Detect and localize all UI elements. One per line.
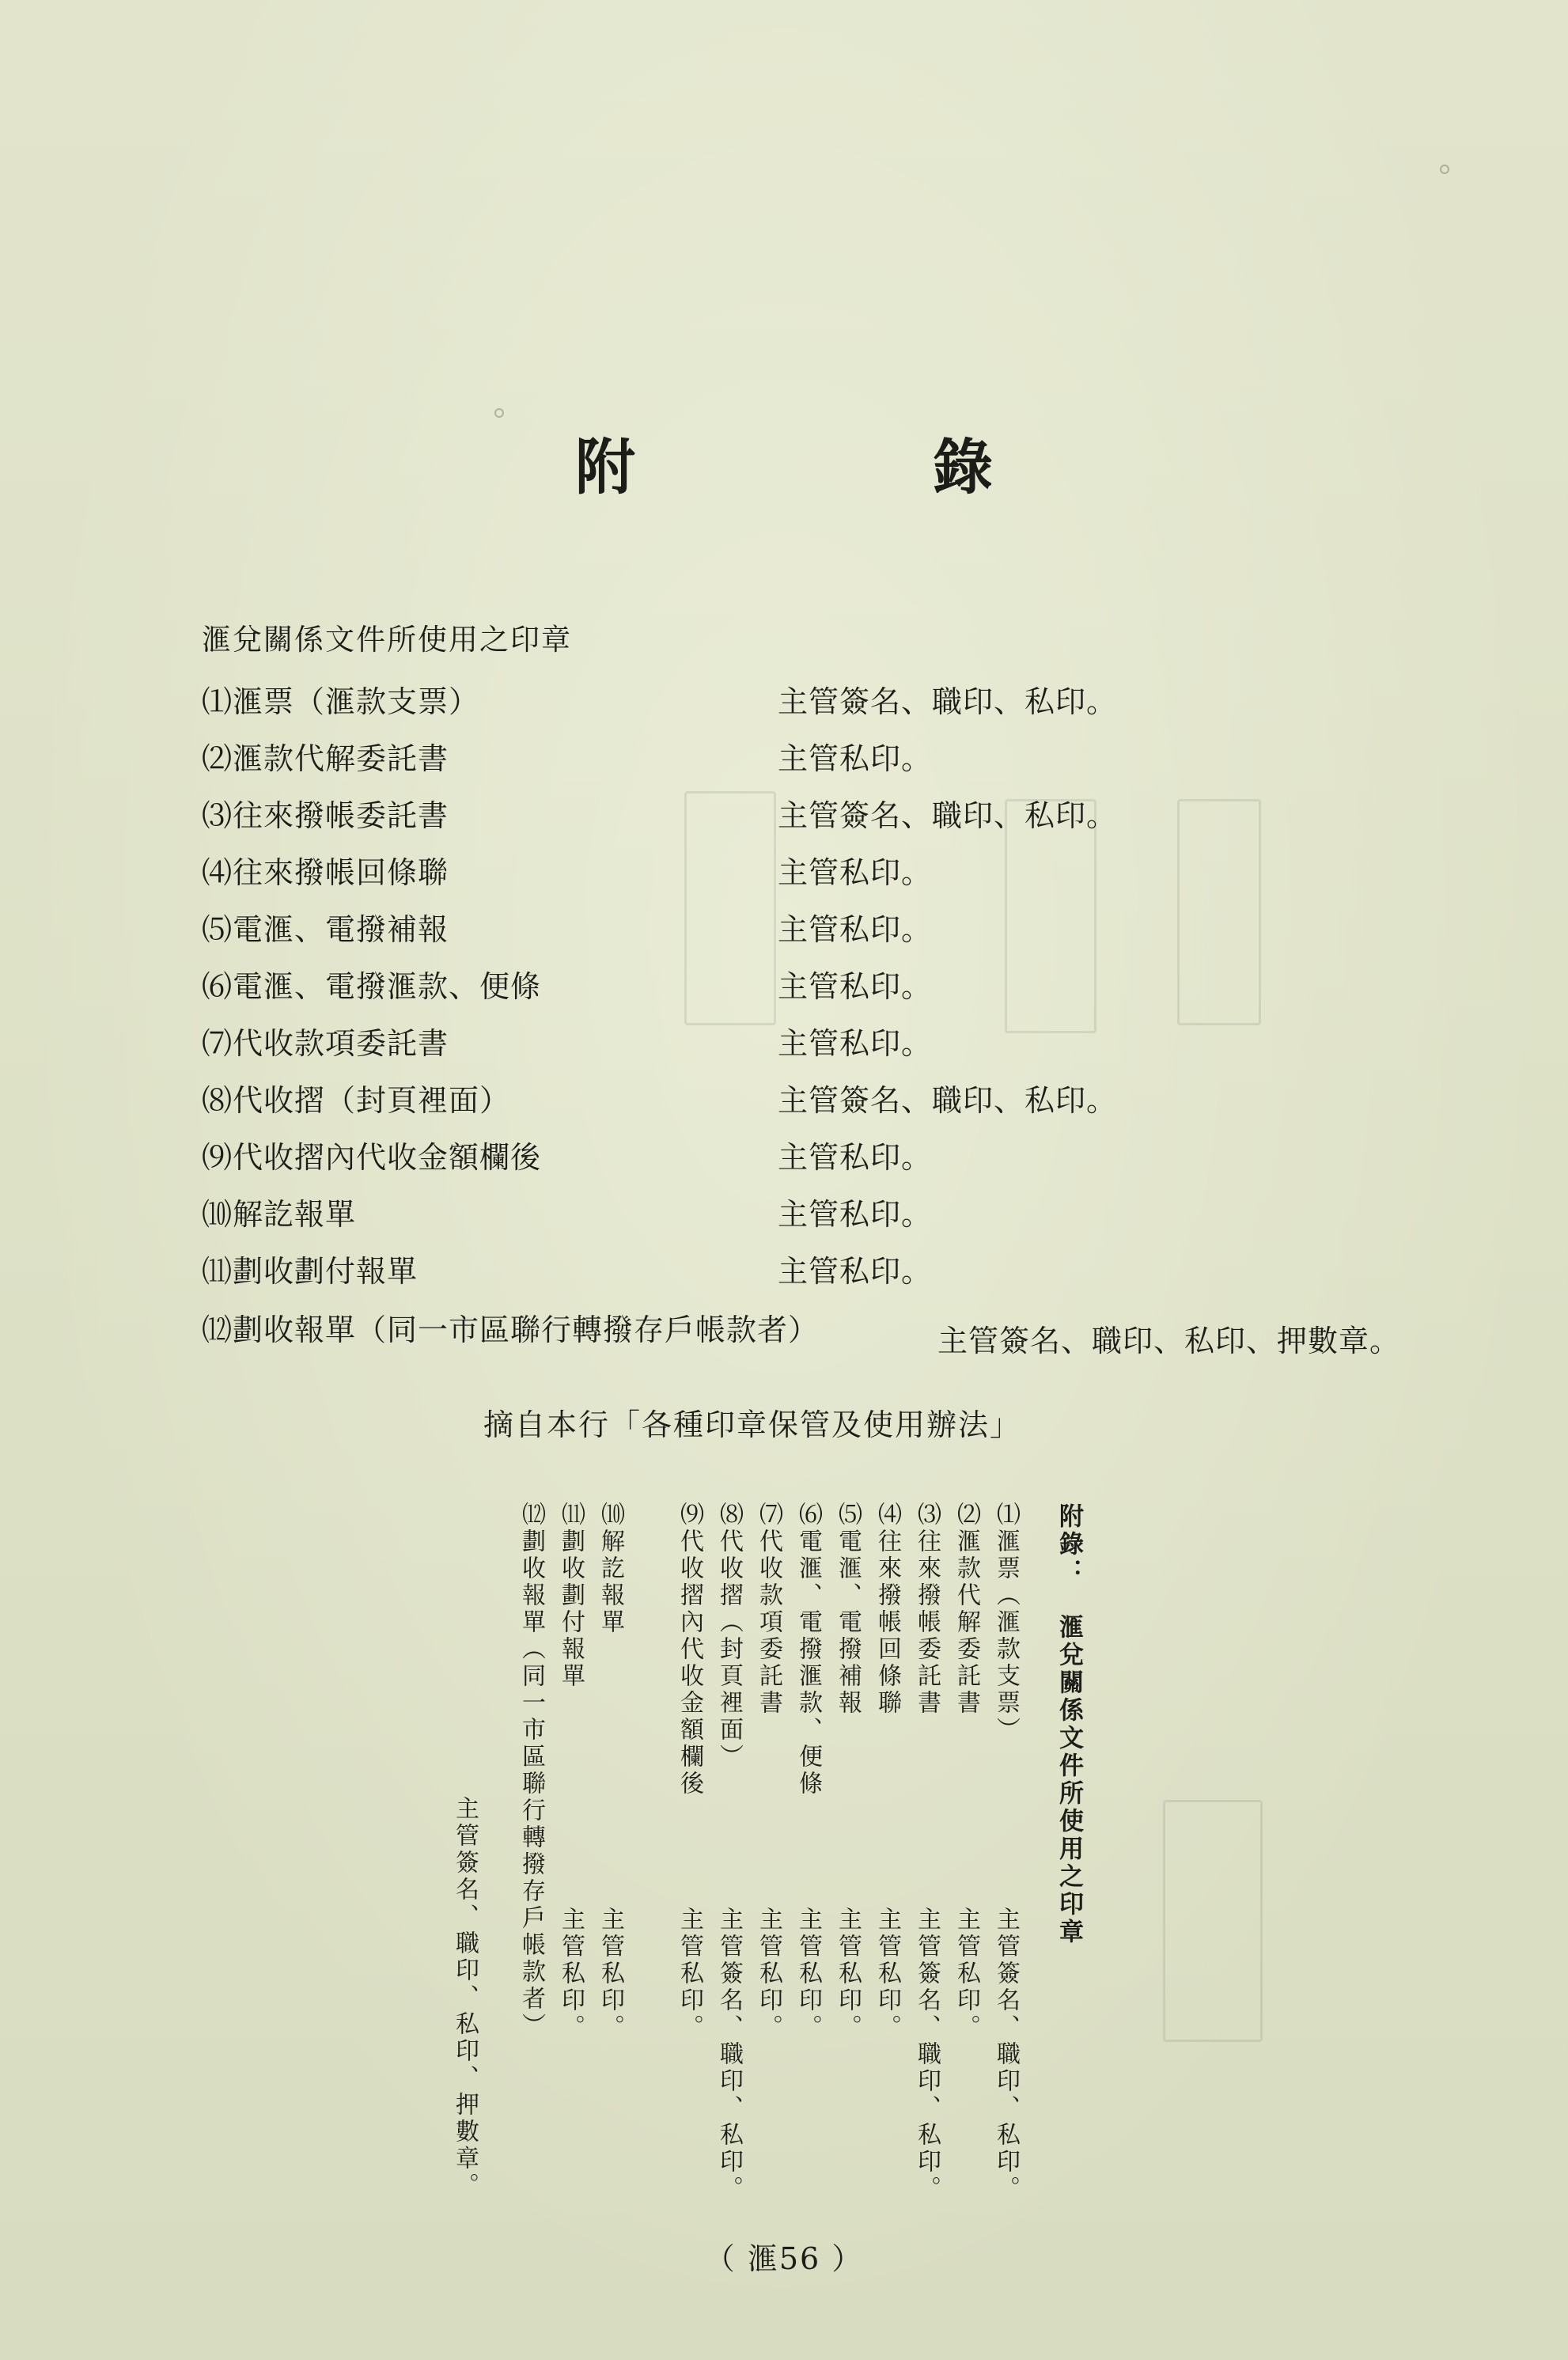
seal-requirement: 主管簽名、職印、私印。: [778, 798, 1118, 833]
document-name: ⑹電滙、電撥滙款、便條: [202, 969, 542, 1004]
vertical-item: ⑻代收摺（封頁裡面）: [715, 1502, 743, 1771]
vertical-seal: 主管私印。: [953, 1907, 980, 2041]
page-number: （ 滙56 ）: [704, 2241, 864, 2276]
document-name: ⑷往來撥帳回條聯: [202, 855, 449, 890]
paper-speck: [1440, 165, 1449, 174]
document-name: ⑸電滙、電撥補報: [202, 912, 449, 947]
vertical-item: ⑷往來撥帳回條聯: [873, 1502, 901, 1717]
seal-requirement: 主管私印。: [778, 1254, 933, 1289]
vertical-item: ⑸電滙、電撥補報: [834, 1502, 862, 1717]
document-name: ⑽解訖報單: [202, 1197, 357, 1232]
bleed-through-box: [1163, 1800, 1263, 2042]
vertical-seal: 主管簽名、職印、私印。: [715, 1907, 743, 2203]
document-name: ⑵滙款代解委託書: [202, 741, 449, 776]
list-item: [202, 848, 1468, 892]
vertical-seal: 主管私印。: [794, 1907, 822, 2041]
seal-requirement: 主管私印。: [778, 855, 933, 890]
vertical-seal: 主管私印。: [597, 1907, 624, 2041]
vertical-heading: 附錄： 滙兌關係文件所使用之印章: [1055, 1503, 1083, 1946]
source-citation: 摘自本行「各種印章保管及使用辦法」: [483, 1407, 1021, 1442]
paper-speck: [494, 408, 504, 418]
seal-requirement: 主管私印。: [778, 1026, 933, 1061]
seal-requirement: 主管私印。: [778, 1197, 933, 1232]
list-item: [202, 677, 1468, 722]
list-item: [202, 1247, 1468, 1291]
list-item: [202, 1019, 1468, 1063]
list-item: [202, 1190, 1468, 1234]
document-name: ⑺代收款項委託書: [202, 1026, 449, 1061]
vertical-seal: 主管私印。: [755, 1907, 782, 2041]
vertical-seal: 主管簽名、職印、私印。: [992, 1907, 1020, 2203]
seal-requirement: 主管簽名、職印、私印。: [778, 684, 1118, 719]
seal-requirement: 主管簽名、職印、私印。: [778, 1083, 1118, 1118]
document-name: ⑶往來撥帳委託書: [202, 798, 449, 833]
vertical-seal: 主管私印。: [834, 1907, 862, 2041]
vertical-item: ⑽解訖報單: [597, 1502, 624, 1636]
vertical-item: ⑺代收款項委託書: [755, 1502, 782, 1717]
vertical-item: ⑾劃收劃付報單: [557, 1502, 585, 1690]
vertical-item: ⑼代收摺內代收金額欄後: [676, 1502, 703, 1797]
vertical-item: ⑶往來撥帳委託書: [913, 1502, 941, 1717]
vertical-item: ⑿劃收報單（同一市區聯行轉撥存戶帳款者）: [517, 1502, 545, 2040]
list-item: [202, 791, 1468, 835]
seal-requirement: 主管私印。: [778, 969, 933, 1004]
vertical-seal: 主管私印。: [557, 1907, 585, 2041]
list-item: [202, 962, 1468, 1006]
vertical-item: ⑹電滙、電撥滙款、便條: [794, 1502, 822, 1797]
document-name: ⑿劃收報單（同一市區聯行轉撥存戶帳款者）: [202, 1313, 820, 1347]
document-name: ⑻代收摺（封頁裡面）: [202, 1083, 511, 1118]
vertical-seal: 主管簽名、職印、私印。: [913, 1907, 941, 2203]
vertical-item: ⑵滙款代解委託書: [953, 1502, 980, 1717]
page-title: 附 錄: [575, 432, 1112, 502]
list-item: [202, 1305, 1468, 1358]
seal-requirement: 主管私印。: [778, 741, 933, 776]
list-item: [202, 734, 1468, 778]
seal-requirement: 主管私印。: [778, 1140, 933, 1175]
list-item: [202, 1133, 1468, 1177]
list-item: [202, 905, 1468, 949]
seal-requirement: 主管簽名、職印、私印、押數章。: [937, 1324, 1401, 1358]
vertical-seal: 主管私印。: [873, 1907, 901, 2041]
document-name: ⑾劃收劃付報單: [202, 1254, 419, 1289]
document-name: ⑼代收摺內代收金額欄後: [202, 1140, 542, 1175]
vertical-item: ⑴滙票（滙款支票）: [992, 1502, 1020, 1744]
vertical-seal: 主管簽名、職印、私印、押數章。: [451, 1796, 479, 2199]
list-item: [202, 1076, 1468, 1120]
section-heading: 滙兌關係文件所使用之印章: [202, 623, 572, 657]
document-name: ⑴滙票（滙款支票）: [202, 684, 480, 719]
seal-requirement: 主管私印。: [778, 912, 933, 947]
vertical-seal: 主管私印。: [676, 1907, 703, 2041]
